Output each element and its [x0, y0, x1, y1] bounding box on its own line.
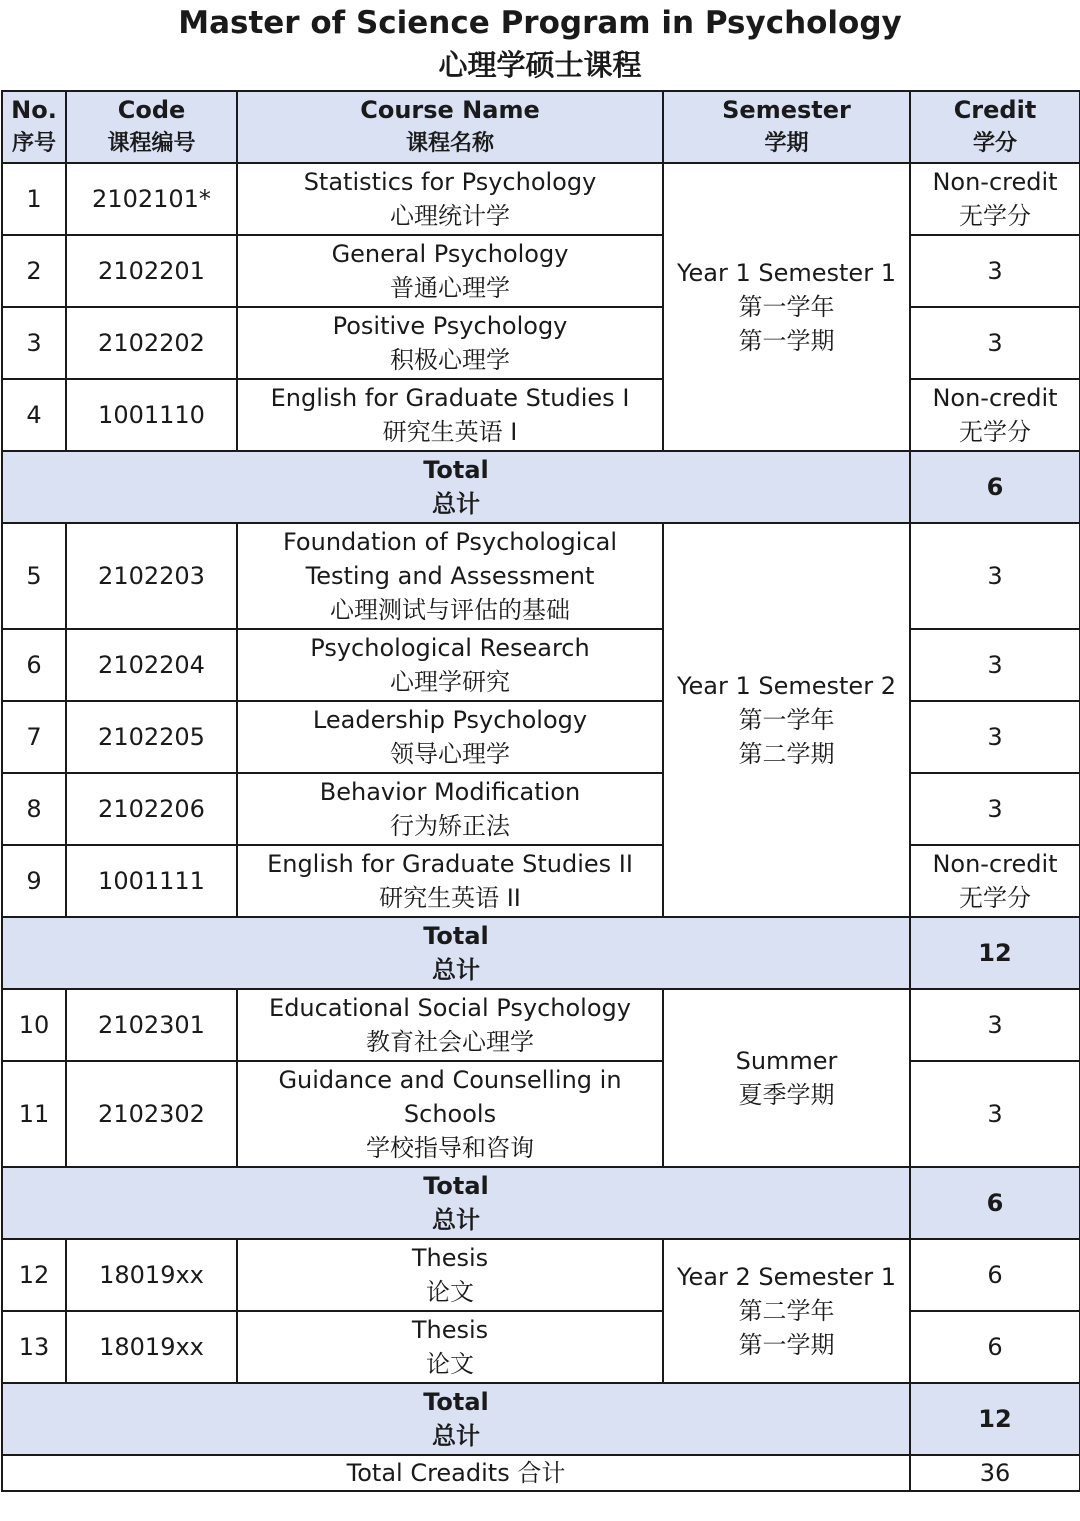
row-no: 7 — [2, 701, 66, 773]
total-row — [2, 1383, 1080, 1455]
total-value: 6 — [910, 1167, 1080, 1239]
row-credit: Non-credit 无学分 — [910, 163, 1080, 235]
row-no: 4 — [2, 379, 66, 451]
table-row — [2, 523, 1080, 629]
row-code: 2102201 — [66, 235, 237, 307]
row-no: 12 — [2, 1239, 66, 1311]
row-course-name: Behavior Modification 行为矫正法 — [237, 773, 663, 845]
header-no: No. 序号 — [2, 91, 66, 163]
grand-total-row — [2, 1455, 1080, 1491]
row-code: 1001110 — [66, 379, 237, 451]
row-no: 5 — [2, 523, 66, 629]
row-course-name: Foundation of Psychological Testing and Assessment 心理测试与评估的基础 — [237, 523, 663, 629]
row-code: 2102206 — [66, 773, 237, 845]
total-label: Total 总计 — [2, 451, 910, 523]
total-row — [2, 1167, 1080, 1239]
row-credit: 3 — [910, 989, 1080, 1061]
row-credit: 6 — [910, 1311, 1080, 1383]
row-course-name: Thesis 论文 — [237, 1239, 663, 1311]
row-credit: Non-credit 无学分 — [910, 845, 1080, 917]
row-credit: 3 — [910, 629, 1080, 701]
row-course-name: English for Graduate Studies II 研究生英语 II — [237, 845, 663, 917]
title-zh: 心理学硕士课程 — [438, 48, 642, 82]
header-credit: Credit 学分 — [910, 91, 1080, 163]
row-code: 2102205 — [66, 701, 237, 773]
semester-cell-y1s1: Year 1 Semester 1 第一学年 第一学期 — [663, 163, 910, 451]
table-row — [2, 1311, 1080, 1383]
row-no: 11 — [2, 1061, 66, 1167]
row-credit: 6 — [910, 1239, 1080, 1311]
course-table — [1, 90, 1080, 1492]
grand-total-value: 36 — [910, 1455, 1080, 1491]
header-course-name: Course Name 课程名称 — [237, 91, 663, 163]
row-course-name: Statistics for Psychology 心理统计学 — [237, 163, 663, 235]
row-course-name: General Psychology 普通心理学 — [237, 235, 663, 307]
table-row — [2, 235, 1080, 307]
row-course-name: English for Graduate Studies I 研究生英语 I — [237, 379, 663, 451]
row-code: 2102301 — [66, 989, 237, 1061]
total-value: 12 — [910, 1383, 1080, 1455]
table-row — [2, 163, 1080, 235]
table-row — [2, 1239, 1080, 1311]
row-code: 2102202 — [66, 307, 237, 379]
table-row — [2, 629, 1080, 701]
row-credit: 3 — [910, 307, 1080, 379]
row-credit: 3 — [910, 1061, 1080, 1167]
row-credit: 3 — [910, 701, 1080, 773]
row-no: 13 — [2, 1311, 66, 1383]
header-code: Code 课程编号 — [66, 91, 237, 163]
table-row — [2, 701, 1080, 773]
row-course-name: Psychological Research 心理学研究 — [237, 629, 663, 701]
total-label: Total 总计 — [2, 1383, 910, 1455]
table-row — [2, 845, 1080, 917]
row-code: 2102203 — [66, 523, 237, 629]
row-code: 18019xx — [66, 1311, 237, 1383]
row-course-name: Guidance and Counselling in Schools 学校指导和咨询 — [237, 1061, 663, 1167]
row-no: 9 — [2, 845, 66, 917]
semester-cell-summer: Summer 夏季学期 — [663, 989, 910, 1167]
table-row — [2, 379, 1080, 451]
header-semester: Semester 学期 — [663, 91, 910, 163]
row-no: 8 — [2, 773, 66, 845]
row-no: 3 — [2, 307, 66, 379]
row-credit: 3 — [910, 523, 1080, 629]
row-code: 1001111 — [66, 845, 237, 917]
table-row — [2, 989, 1080, 1061]
grand-total-label: Total Creadits 合计 — [2, 1455, 910, 1491]
row-credit: 3 — [910, 235, 1080, 307]
total-row — [2, 917, 1080, 989]
semester-cell-y2s1: Year 2 Semester 1 第二学年 第一学期 — [663, 1239, 910, 1383]
table-row — [2, 1061, 1080, 1167]
total-value: 6 — [910, 451, 1080, 523]
row-code: 2102302 — [66, 1061, 237, 1167]
row-no: 6 — [2, 629, 66, 701]
total-value: 12 — [910, 917, 1080, 989]
title-en: Master of Science Program in Psychology — [178, 5, 902, 41]
row-credit: Non-credit 无学分 — [910, 379, 1080, 451]
table-row — [2, 773, 1080, 845]
table-row — [2, 307, 1080, 379]
row-no: 1 — [2, 163, 66, 235]
header-row — [2, 91, 1080, 163]
row-no: 2 — [2, 235, 66, 307]
semester-cell-y1s2: Year 1 Semester 2 第一学年 第二学期 — [663, 523, 910, 917]
total-row — [2, 451, 1080, 523]
row-credit: 3 — [910, 773, 1080, 845]
row-code: 2102101* — [66, 163, 237, 235]
total-label: Total 总计 — [2, 1167, 910, 1239]
total-label: Total 总计 — [2, 917, 910, 989]
row-course-name: Leadership Psychology 领导心理学 — [237, 701, 663, 773]
page-title — [0, 0, 1080, 90]
row-course-name: Positive Psychology 积极心理学 — [237, 307, 663, 379]
row-course-name: Thesis 论文 — [237, 1311, 663, 1383]
row-course-name: Educational Social Psychology 教育社会心理学 — [237, 989, 663, 1061]
row-code: 2102204 — [66, 629, 237, 701]
row-code: 18019xx — [66, 1239, 237, 1311]
row-no: 10 — [2, 989, 66, 1061]
